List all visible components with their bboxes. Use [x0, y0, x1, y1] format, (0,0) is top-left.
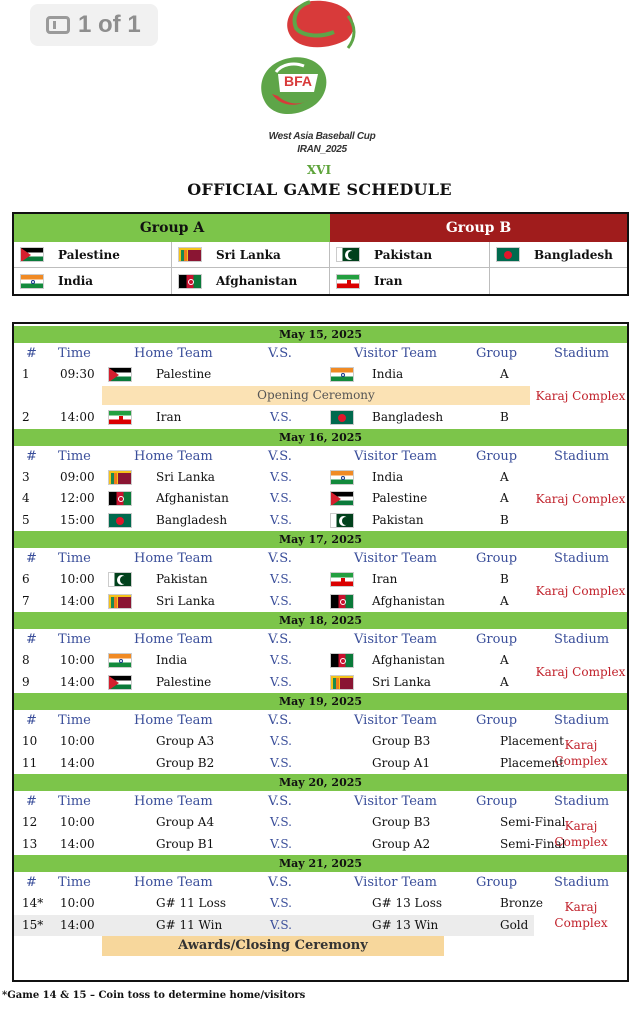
group-team: [172, 268, 330, 294]
visitor-team: Afghanistan: [372, 653, 445, 667]
column-header-group: Group: [476, 632, 518, 647]
stadium-label: Karaj Complex: [554, 818, 608, 849]
game-group: A: [500, 593, 509, 608]
column-header-vs: V.S.: [268, 551, 292, 566]
game-time: 14:00: [60, 674, 95, 689]
team-name: Palestine: [58, 247, 120, 262]
iran-flag-icon: [330, 572, 354, 587]
column-header-time: Time: [58, 875, 91, 890]
home-team: Group B2: [156, 755, 215, 770]
day-date-bar: May 16, 2025: [14, 429, 627, 446]
column-header-vs: V.S.: [268, 632, 292, 647]
page-counter: [30, 4, 158, 46]
column-header-row: [14, 548, 627, 569]
game-time: 12:00: [60, 491, 95, 505]
column-header-home: Home Team: [134, 713, 213, 728]
vs-label: V.S.: [270, 896, 292, 910]
game-number: 15*: [22, 917, 44, 932]
column-header-home: Home Team: [134, 346, 213, 361]
column-header-num: #: [26, 346, 37, 361]
vs-label: V.S.: [270, 572, 292, 586]
game-group: B: [500, 410, 509, 424]
game-number: 2: [22, 410, 30, 424]
column-header-group: Group: [476, 551, 518, 566]
team-name: India: [58, 274, 94, 288]
afghanistan-flag-icon: [330, 594, 354, 609]
schedule-table: [12, 322, 629, 982]
stadium-label: Karaj Complex: [535, 583, 626, 598]
column-header-visitor: Visitor Team: [354, 632, 437, 647]
column-header-visitor: Visitor Team: [354, 448, 437, 464]
stadium-label: Karaj Complex: [554, 899, 608, 930]
game-group: Placement: [500, 734, 564, 748]
column-header-row: [14, 629, 627, 650]
game-time: 15:00: [60, 512, 95, 527]
visitor-team: G# 13 Loss: [372, 896, 443, 910]
group-team: [490, 242, 627, 268]
game-group: A: [500, 469, 509, 484]
column-header-num: #: [26, 875, 37, 890]
column-header-row: [14, 872, 627, 893]
sri-lanka-flag-icon: [330, 675, 354, 690]
palestine-flag-icon: [108, 367, 132, 382]
logo-edition: XVI: [306, 163, 332, 177]
home-team: Group B1: [156, 836, 215, 851]
game-number: 10: [22, 734, 38, 748]
game-time: 09:30: [60, 367, 95, 381]
group-team: [330, 268, 490, 294]
vs-label: V.S.: [270, 917, 292, 932]
column-header-row: [14, 710, 627, 731]
game-time: 10:00: [60, 815, 95, 829]
game-time: 10:00: [60, 734, 95, 748]
visitor-team: Palestine: [372, 491, 428, 505]
groups-table: [12, 212, 629, 296]
game-number: 13: [22, 836, 38, 851]
game-number: 8: [22, 653, 30, 667]
home-team: Palestine: [156, 674, 212, 689]
column-header-home: Home Team: [134, 875, 213, 890]
column-header-time: Time: [58, 632, 91, 647]
column-header-num: #: [26, 632, 37, 647]
game-group: Gold: [500, 917, 529, 932]
logo-subtitle: [257, 130, 387, 156]
game-number: 6: [22, 572, 30, 586]
column-header-num: #: [26, 794, 37, 809]
column-header-home: Home Team: [134, 448, 213, 464]
game-row: [14, 753, 627, 775]
home-team: India: [156, 653, 188, 667]
game-time: 10:00: [60, 572, 95, 586]
game-time: 14:00: [60, 593, 95, 608]
game-time: 09:00: [60, 469, 95, 484]
day-date-bar: May 15, 2025: [14, 326, 627, 343]
home-team: Afghanistan: [156, 491, 229, 505]
game-row: [14, 893, 627, 915]
bfa-logo: [250, 0, 360, 130]
column-header-visitor: Visitor Team: [354, 794, 437, 809]
document-pages-icon: [46, 16, 70, 34]
sri-lanka-flag-icon: [178, 247, 202, 262]
pakistan-flag-icon: [330, 513, 354, 528]
sri-lanka-flag-icon: [108, 594, 132, 609]
game-group: Semi-Final: [500, 836, 566, 851]
column-header-home: Home Team: [134, 551, 213, 566]
team-name: Afghanistan: [216, 274, 298, 288]
stadium-label: Karaj Complex: [535, 664, 626, 679]
afghanistan-flag-icon: [330, 653, 354, 668]
opening-ceremony-banner: Opening Ceremony: [102, 386, 530, 406]
visitor-team: India: [372, 469, 404, 484]
vs-label: V.S.: [270, 734, 292, 748]
column-header-stadium: Stadium: [554, 551, 610, 566]
column-header-visitor: Visitor Team: [354, 875, 437, 890]
game-row: [14, 364, 627, 386]
column-header-stadium: Stadium: [554, 794, 610, 809]
afghanistan-flag-icon: [108, 491, 132, 506]
game-number: 9: [22, 674, 30, 689]
vs-label: V.S.: [270, 593, 292, 608]
afghanistan-flag-icon: [178, 274, 202, 289]
game-number: 14*: [22, 896, 44, 910]
column-header-visitor: Visitor Team: [354, 551, 437, 566]
column-header-stadium: Stadium: [554, 346, 610, 361]
day-date-bar: May 18, 2025: [14, 612, 627, 629]
column-header-home: Home Team: [134, 794, 213, 809]
iran-flag-icon: [108, 410, 132, 425]
column-header-visitor: Visitor Team: [354, 346, 437, 361]
group-a-header: Group A: [14, 214, 330, 242]
pakistan-flag-icon: [108, 572, 132, 587]
day-date-bar: May 20, 2025: [14, 774, 627, 791]
column-header-group: Group: [476, 794, 518, 809]
game-row: [14, 915, 534, 937]
column-header-vs: V.S.: [268, 713, 292, 728]
iran-flag-icon: [336, 274, 360, 289]
home-team: Group A3: [156, 734, 215, 748]
game-group: Semi-Final: [500, 815, 566, 829]
column-header-time: Time: [58, 713, 91, 728]
game-row: [14, 467, 627, 489]
home-team: Sri Lanka: [156, 469, 215, 484]
palestine-flag-icon: [108, 675, 132, 690]
vs-label: V.S.: [270, 836, 292, 851]
game-group: Placement: [500, 755, 564, 770]
footnote: *Game 14 & 15 – Coin toss to determine home/visitors: [2, 990, 306, 1001]
logo-text: BFA: [284, 73, 312, 89]
india-flag-icon: [330, 367, 354, 382]
game-time: 10:00: [60, 896, 95, 910]
page-counter-label: 1 of 1: [78, 11, 141, 38]
column-header-time: Time: [58, 448, 91, 464]
logo-line-1: West Asia Baseball Cup: [268, 131, 376, 142]
column-header-group: Group: [476, 713, 518, 728]
game-group: A: [500, 367, 509, 381]
group-empty-cell: [490, 268, 627, 294]
game-number: 7: [22, 593, 30, 608]
column-header-stadium: Stadium: [554, 448, 610, 464]
pakistan-flag-icon: [336, 247, 360, 262]
visitor-team: Group A2: [372, 836, 431, 851]
home-team: Group A4: [156, 815, 215, 829]
home-team: Palestine: [156, 367, 212, 381]
game-number: 5: [22, 512, 30, 527]
day-date-bar: May 17, 2025: [14, 531, 627, 548]
vs-label: V.S.: [270, 674, 292, 689]
home-team: G# 11 Loss: [156, 896, 227, 910]
group-team: [14, 268, 172, 294]
vs-label: V.S.: [270, 491, 292, 505]
india-flag-icon: [20, 274, 44, 289]
game-group: B: [500, 512, 509, 527]
team-name: Sri Lanka: [216, 247, 281, 262]
column-header-num: #: [26, 713, 37, 728]
visitor-team: G# 13 Win: [372, 917, 439, 932]
column-header-row: [14, 791, 627, 812]
visitor-team: Bangladesh: [372, 410, 444, 424]
game-time: 14:00: [60, 755, 95, 770]
column-header-group: Group: [476, 875, 518, 890]
group-team: [330, 242, 490, 268]
game-time: 14:00: [60, 917, 95, 932]
palestine-flag-icon: [20, 247, 44, 262]
home-team: Sri Lanka: [156, 593, 215, 608]
vs-label: V.S.: [270, 653, 292, 667]
day-date-bar: May 21, 2025: [14, 855, 627, 872]
team-name: Bangladesh: [534, 247, 613, 262]
column-header-num: #: [26, 448, 37, 464]
game-group: Bronze: [500, 896, 543, 910]
game-group: A: [500, 653, 509, 667]
group-team: [172, 242, 330, 268]
visitor-team: Group A1: [372, 755, 431, 770]
game-group: A: [500, 491, 509, 505]
group-b-header: Group B: [330, 214, 627, 242]
column-header-group: Group: [476, 448, 518, 464]
column-header-vs: V.S.: [268, 346, 292, 361]
game-row: [14, 812, 627, 834]
column-header-time: Time: [58, 346, 91, 361]
game-number: 12: [22, 815, 38, 829]
bangladesh-flag-icon: [496, 247, 520, 262]
home-team: Bangladesh: [156, 512, 228, 527]
column-header-num: #: [26, 551, 37, 566]
column-header-group: Group: [476, 346, 518, 361]
column-header-vs: V.S.: [268, 448, 292, 464]
team-name: Iran: [374, 274, 403, 288]
team-name: Pakistan: [374, 247, 433, 262]
game-time: 10:00: [60, 653, 95, 667]
vs-label: V.S.: [270, 755, 292, 770]
game-group: B: [500, 572, 509, 586]
palestine-flag-icon: [330, 491, 354, 506]
game-number: 11: [22, 755, 38, 770]
vs-label: V.S.: [270, 469, 292, 484]
game-row: [14, 834, 627, 856]
logo-line-2: IRAN_2025: [297, 144, 347, 155]
bangladesh-flag-icon: [108, 513, 132, 528]
home-team: G# 11 Win: [156, 917, 223, 932]
column-header-row: [14, 446, 627, 467]
column-header-stadium: Stadium: [554, 632, 610, 647]
column-header-vs: V.S.: [268, 794, 292, 809]
visitor-team: Pakistan: [372, 512, 424, 527]
day-date-bar: May 19, 2025: [14, 693, 627, 710]
india-flag-icon: [330, 470, 354, 485]
game-number: 1: [22, 367, 30, 381]
page-title: OFFICIAL GAME SCHEDULE: [187, 180, 452, 199]
home-team: Pakistan: [156, 572, 208, 586]
game-row: [14, 510, 627, 532]
game-row: [14, 407, 627, 429]
game-row: [14, 731, 627, 753]
visitor-team: Sri Lanka: [372, 674, 431, 689]
visitor-team: Group B3: [372, 815, 431, 829]
game-group: A: [500, 674, 509, 689]
bangladesh-flag-icon: [330, 410, 354, 425]
visitor-team: India: [372, 367, 404, 381]
game-number: 3: [22, 469, 30, 484]
vs-label: V.S.: [270, 410, 292, 424]
column-header-stadium: Stadium: [554, 713, 610, 728]
column-header-time: Time: [58, 551, 91, 566]
group-team: [14, 242, 172, 268]
vs-label: V.S.: [270, 512, 292, 527]
column-header-time: Time: [58, 794, 91, 809]
game-time: 14:00: [60, 836, 95, 851]
india-flag-icon: [108, 653, 132, 668]
column-header-vs: V.S.: [268, 875, 292, 890]
column-header-visitor: Visitor Team: [354, 713, 437, 728]
sri-lanka-flag-icon: [108, 470, 132, 485]
visitor-team: Afghanistan: [372, 593, 445, 608]
column-header-stadium: Stadium: [554, 875, 610, 890]
home-team: Iran: [156, 410, 182, 424]
closing-ceremony-banner: Awards/Closing Ceremony: [102, 936, 444, 956]
vs-label: V.S.: [270, 815, 292, 829]
visitor-team: Iran: [372, 572, 398, 586]
stadium-label: Karaj Complex: [535, 389, 626, 404]
stadium-label: Karaj Complex: [535, 491, 626, 506]
column-header-row: [14, 343, 627, 364]
game-number: 4: [22, 491, 30, 505]
column-header-home: Home Team: [134, 632, 213, 647]
visitor-team: Group B3: [372, 734, 431, 748]
game-time: 14:00: [60, 410, 95, 424]
stadium-label: Karaj Complex: [554, 737, 608, 768]
